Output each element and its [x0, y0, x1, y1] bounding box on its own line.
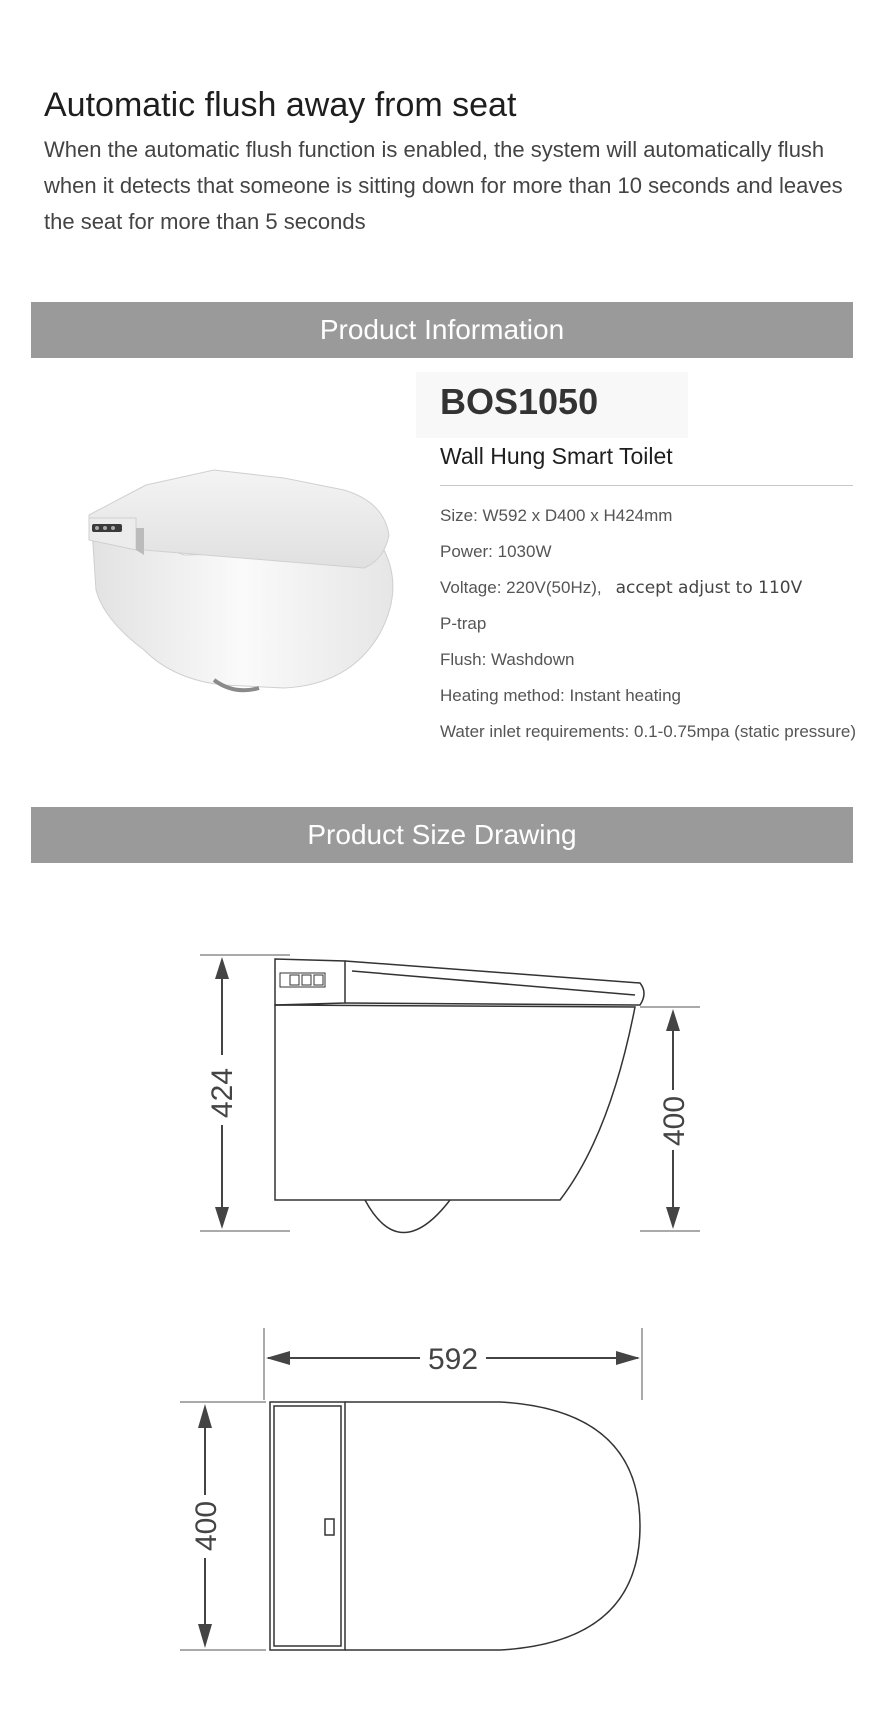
spec-voltage: [440, 578, 802, 598]
product-subtitle: Wall Hung Smart Toilet: [440, 443, 673, 469]
spec-voltage-note: accept adjust to 110V: [615, 578, 803, 598]
spec-heating: Heating method: Instant heating: [440, 686, 681, 705]
dim-height-bowl: 400: [658, 1095, 691, 1147]
dim-depth: 400: [190, 1500, 223, 1552]
model-number: BOS1050: [440, 381, 599, 422]
spec-flush: Flush: Washdown: [440, 650, 575, 669]
toilet-photo: [84, 440, 424, 700]
dim-width: 592: [427, 1343, 479, 1376]
spec-voltage-value: Voltage: 220V(50Hz),: [440, 578, 602, 597]
spec-power: Power: 1030W: [440, 542, 552, 561]
product-size-drawing-header: Product Size Drawing: [31, 807, 853, 863]
spec-water-inlet: Water inlet requirements: 0.1-0.75mpa (static pressure): [440, 722, 857, 741]
dim-height-total: 424: [206, 1067, 239, 1119]
product-information-header: Product Information: [31, 302, 853, 358]
spec-size: Size: W592 x D400 x H424mm: [440, 506, 673, 525]
side-view-drawing: [170, 935, 730, 1255]
subtitle-divider: [440, 485, 853, 486]
feature-description: When the automatic flush function is enabled, the system will automatically flush when it detects that someone is sitting down for more than 10 seconds and leaves the seat for more than 5 seconds: [44, 137, 843, 234]
top-view-drawing: [170, 1310, 670, 1670]
spec-trap: P-trap: [440, 614, 487, 633]
feature-title: Automatic flush away from seat: [44, 86, 517, 124]
